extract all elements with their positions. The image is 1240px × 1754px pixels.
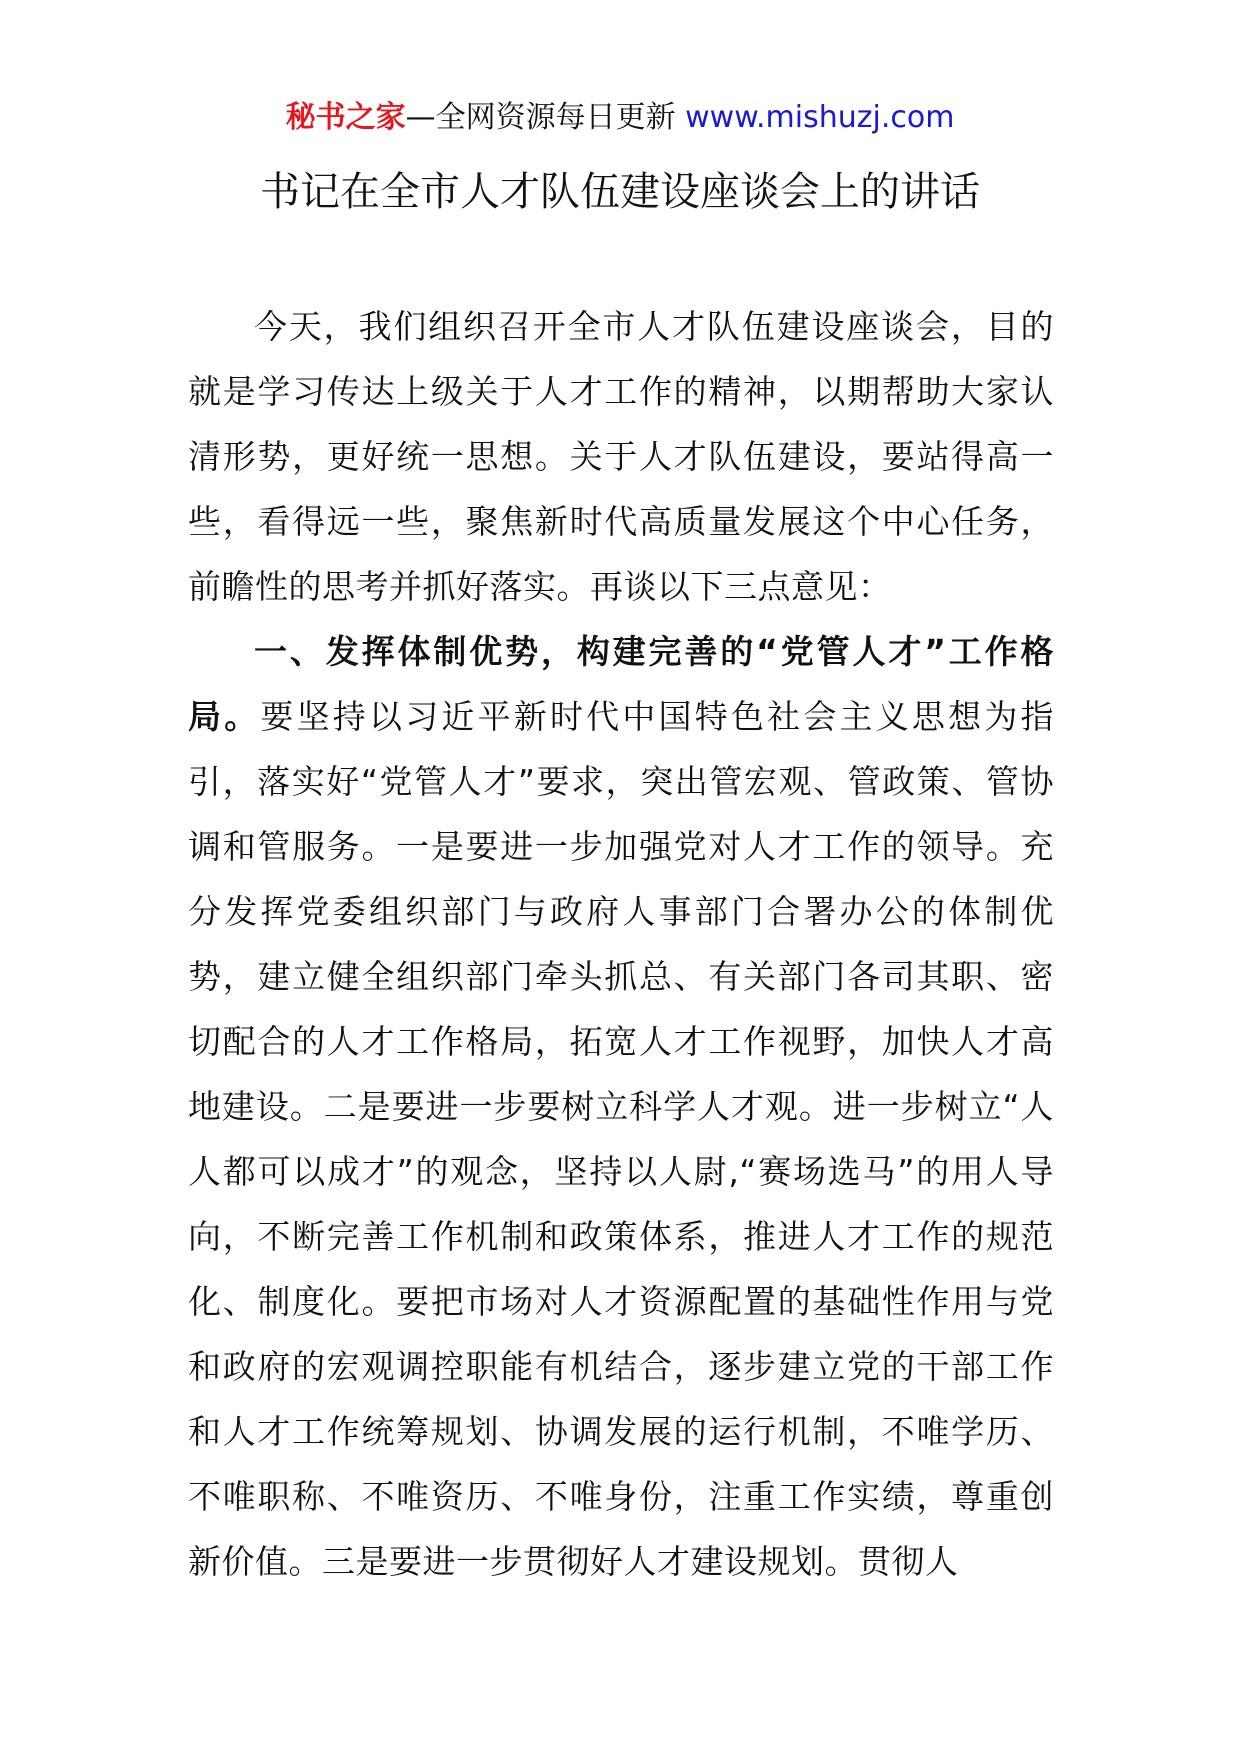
site-header xyxy=(0,98,1240,138)
site-url-link[interactable]: www.mishuzj.com xyxy=(685,100,955,135)
section-1-heading: 一、发挥体制优势，构建完善的“党管人才”工作格局。 xyxy=(188,632,1054,736)
header-slogan: —全网资源每日更新 xyxy=(405,100,686,135)
section-1-body: 要坚持以习近平新时代中国特色社会主义思想为指引，落实好“党管人才”要求，突出管宏观、管政策、管协调和管服务。一是要进一步加强党对人才工作的领导。充分发挥党委组织部门与政府人事部门合署办公的体制优势，建立健全组织部门牵头抓总、有关部门各司其职、密切配合的人才工作格局，拓宽人才工作视野，加快人才高地建设。二是要进一步要树立科学人才观。进一步树立“人人都可以成才”的观念，坚持以人尉,“赛场选马”的用人导向，不断完善工作机制和政策体系，推进人才工作的规范化、制度化。要把市场对人才资源配置的基础性作用与党和政府的宏观调控职能有机结合，逐步建立党的干部工作和人才工作统筹规划、协调发展的运行机制，不唯学历、不唯职称、不唯资历、不唯身份，注重工作实绩，尊重创新价值。三是要进一步贯彻好人才建设规划。贯彻人 xyxy=(188,697,1055,1581)
document-body xyxy=(188,294,1054,1594)
intro-paragraph: 今天，我们组织召开全市人才队伍建设座谈会，目的就是学习传达上级关于人才工作的精神，以期帮助大家认清形势，更好统一思想。关于人才队伍建设，要站得高一些，看得远一些，聚焦新时代高质量发展这个中心任务，前瞻性的思考并抓好落实。再谈以下三点意见： xyxy=(188,307,1054,606)
document-title: 书记在全市人才队伍建设座谈会上的讲话 xyxy=(260,169,980,215)
brand-name: 秘书之家 xyxy=(285,100,406,135)
section-1-paragraph xyxy=(188,619,1054,1594)
